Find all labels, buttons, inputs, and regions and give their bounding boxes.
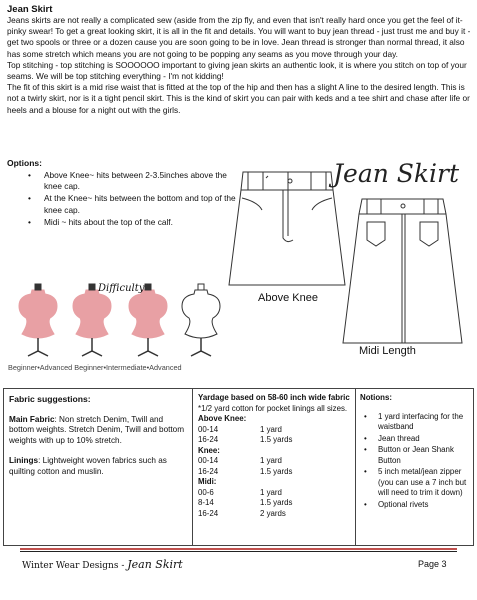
yardage-heading: Yardage based on 58-60 inch wide fabric <box>198 393 350 402</box>
label-above-knee: Above Knee <box>258 292 318 304</box>
option-midi: • Midi ~ hits about the top of the calf. <box>28 217 238 228</box>
yardage-note: *1/2 yard cotton for pocket linings all sizes. <box>198 403 348 413</box>
yardage-section-title: Midi: <box>198 477 217 486</box>
yardage-amount: 2 yards <box>260 508 286 518</box>
notion-item: • Button or Jean Shank Button <box>360 445 470 466</box>
notion-item: • 5 inch metal/jean zipper (you can use a 7 inch but will need to trim it down) <box>360 467 470 499</box>
dress-form-icon <box>19 284 57 356</box>
illustration-title: Jean Skirt <box>333 159 460 188</box>
table-divider <box>355 388 356 546</box>
yardage-section-title: Above Knee: <box>198 414 247 423</box>
difficulty-forms <box>19 284 220 356</box>
yardage-amount: 1 yard <box>260 456 282 465</box>
difficulty-levels: Beginner•Advanced Beginner•Intermediate•Advanced <box>8 363 182 372</box>
above-knee-skirt-drawing <box>229 172 345 285</box>
intro-paragraph-2: Top stitching - top stitching is SOOOOOO important to giving jean skirts an authentic look, it is where you stitch on top of your seams. We will be top stitching everything - I'm not kidding! <box>7 59 467 82</box>
yardage-size: 00-14 <box>198 456 219 465</box>
intro-paragraph-3: The fit of this skirt is a mid rise waist that is fitted at the top of the hip and then has a slight A line to the desired length. This is not a twirly skirt, nor is it a tight pencil skirt. This is the kind of skirt you can pair with keds and a tee shirt and chase after life or heels and a blouse for a night out with the girls. <box>7 82 470 115</box>
yardage-column <box>198 393 350 519</box>
footer-brand: Winter Wear Designs - Jean Skirt <box>22 558 183 571</box>
yardage-size: 00-6 <box>198 487 214 497</box>
yardage-section-title: Knee: <box>198 445 220 455</box>
yardage-amount: 1.5 yards <box>260 435 293 444</box>
label-midi-length: Midi Length <box>359 345 416 357</box>
page-title: Jean Skirt <box>7 4 53 15</box>
yardage-amount: 1.5 yards <box>260 498 293 507</box>
option-above-knee: • Above Knee~ hits between 2-3.5inches above the knee cap. <box>28 170 238 192</box>
notion-item: • Jean thread <box>360 434 470 445</box>
linings-text: Linings: Lightweight woven fabrics such as quilting cotton and muslin. <box>9 456 167 476</box>
dress-form-icon <box>182 284 220 356</box>
notions-column <box>360 393 470 511</box>
page-number: Page 3 <box>418 559 447 569</box>
yardage-row <box>198 456 350 467</box>
table-divider <box>192 388 193 546</box>
difficulty-label: Difficulty <box>98 283 145 294</box>
yardage-row <box>198 488 350 499</box>
dress-form-icon <box>129 284 167 356</box>
yardage-row <box>198 467 350 478</box>
intro-paragraph-1: Jeans skirts are not really a complicated sew (aside from the zip fly, and even that isn't really hard once you get the feel of it- pinky swear! To get a great looking skirt, it is all in the fit and details. You will want to buy jean thread - just trust me and buy it - get two spools or three or a dozen cause you are soon going to be in love. Jean thread is stronger than normal thread, it also has some stretch which means you are not going to be popping any seams as you move through your day. <box>7 15 471 59</box>
yardage-amount: 1 yard <box>260 487 282 497</box>
options-heading: Options: <box>7 158 42 168</box>
footer-pattern-name: Jean Skirt <box>127 558 183 571</box>
yardage-size: 16-24 <box>198 508 219 518</box>
yardage-row <box>198 509 350 520</box>
yardage-size: 8-14 <box>198 498 214 507</box>
fabric-heading: Fabric suggestions: <box>9 394 91 404</box>
notions-heading: Notions: <box>360 393 392 402</box>
notion-item: • 1 yard interfacing for the waistband <box>360 412 470 433</box>
yardage-size: 16-24 <box>198 466 219 476</box>
footer-rule <box>20 548 457 550</box>
dress-form-icon <box>73 284 111 356</box>
yardage-amount: 1 yard <box>260 424 282 434</box>
yardage-size: 00-14 <box>198 424 219 434</box>
notion-item: • Optional rivets <box>360 500 470 511</box>
yardage-row <box>198 498 350 509</box>
yardage-amount: 1.5 yards <box>260 466 293 476</box>
yardage-row <box>198 435 350 446</box>
yardage-row <box>198 425 350 436</box>
midi-skirt-drawing <box>343 199 462 343</box>
yardage-size: 16-24 <box>198 435 219 444</box>
footer-rule <box>20 551 457 552</box>
fabric-suggestions <box>9 394 187 488</box>
yardage-sections <box>198 414 350 519</box>
main-fabric-text: Main Fabric: Non stretch Denim, Twill and bottom weights. Stretch Denim, Twill and bottom weights with up to 10% stretch. <box>9 414 185 445</box>
notions-list <box>360 412 470 511</box>
option-at-knee: • At the Knee~ hits between the bottom and top of the knee cap. <box>28 193 238 215</box>
